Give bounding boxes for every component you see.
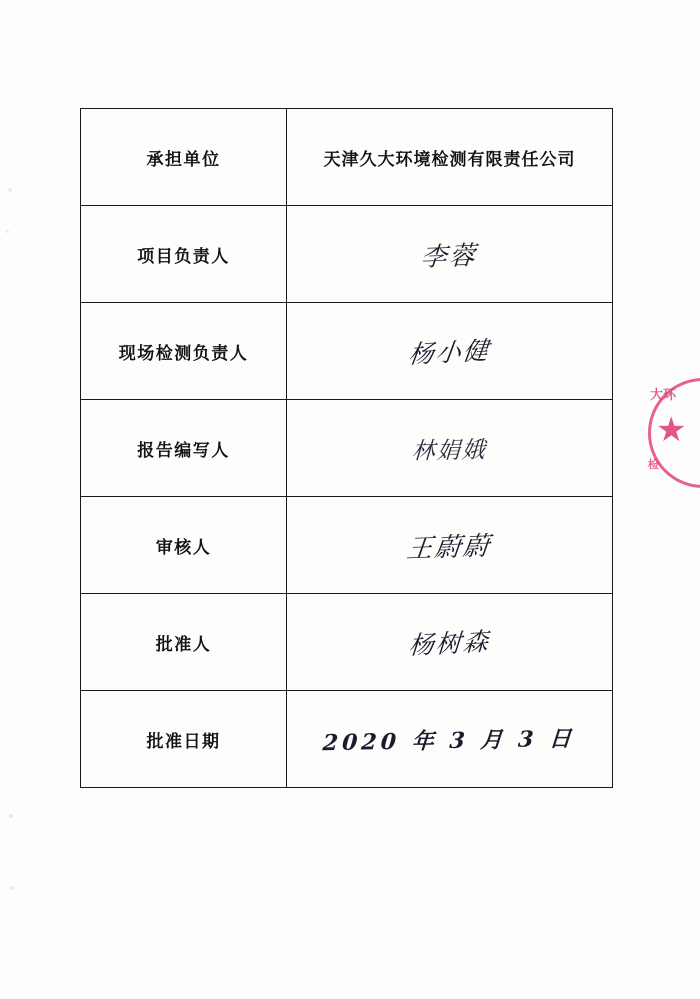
row-label: 现场检测负责人 xyxy=(81,303,287,400)
row-value-signature xyxy=(287,206,613,303)
table-row xyxy=(81,691,613,788)
seal-top-text: 大环 xyxy=(650,388,677,403)
signature-text: 王蔚蔚 xyxy=(405,531,493,564)
row-value-date xyxy=(287,691,613,788)
row-value: 天津久大环境检测有限责任公司 xyxy=(287,109,613,206)
row-value-signature xyxy=(287,400,613,497)
table-row xyxy=(81,206,613,303)
row-label: 报告编写人 xyxy=(81,400,287,497)
signature-text: 杨树森 xyxy=(407,626,492,661)
table-row xyxy=(81,400,613,497)
table-row xyxy=(81,109,613,206)
signature-text: 林娟娥 xyxy=(411,436,488,465)
table-row xyxy=(81,303,613,400)
seal-bottom-text: 检 xyxy=(648,458,660,471)
row-value-signature xyxy=(287,497,613,594)
table-row xyxy=(81,594,613,691)
row-value-signature xyxy=(287,303,613,400)
seal-star-icon: ★ xyxy=(656,412,687,449)
paper-speck xyxy=(9,814,13,818)
row-label: 批准日期 xyxy=(81,691,287,788)
row-label: 项目负责人 xyxy=(81,206,287,303)
paper-speck xyxy=(6,230,9,233)
signoff-table xyxy=(80,108,613,788)
row-value-signature xyxy=(287,594,613,691)
approval-date-text: 2020 年 3 月 3 日 xyxy=(322,725,577,756)
signature-text: 李蓉 xyxy=(420,240,479,273)
signature-text: 杨小健 xyxy=(406,335,492,370)
row-label: 审核人 xyxy=(81,497,287,594)
paper-speck xyxy=(8,188,12,192)
row-label: 批准人 xyxy=(81,594,287,691)
row-label: 承担单位 xyxy=(81,109,287,206)
paper-speck xyxy=(10,886,14,890)
table-row xyxy=(81,497,613,594)
